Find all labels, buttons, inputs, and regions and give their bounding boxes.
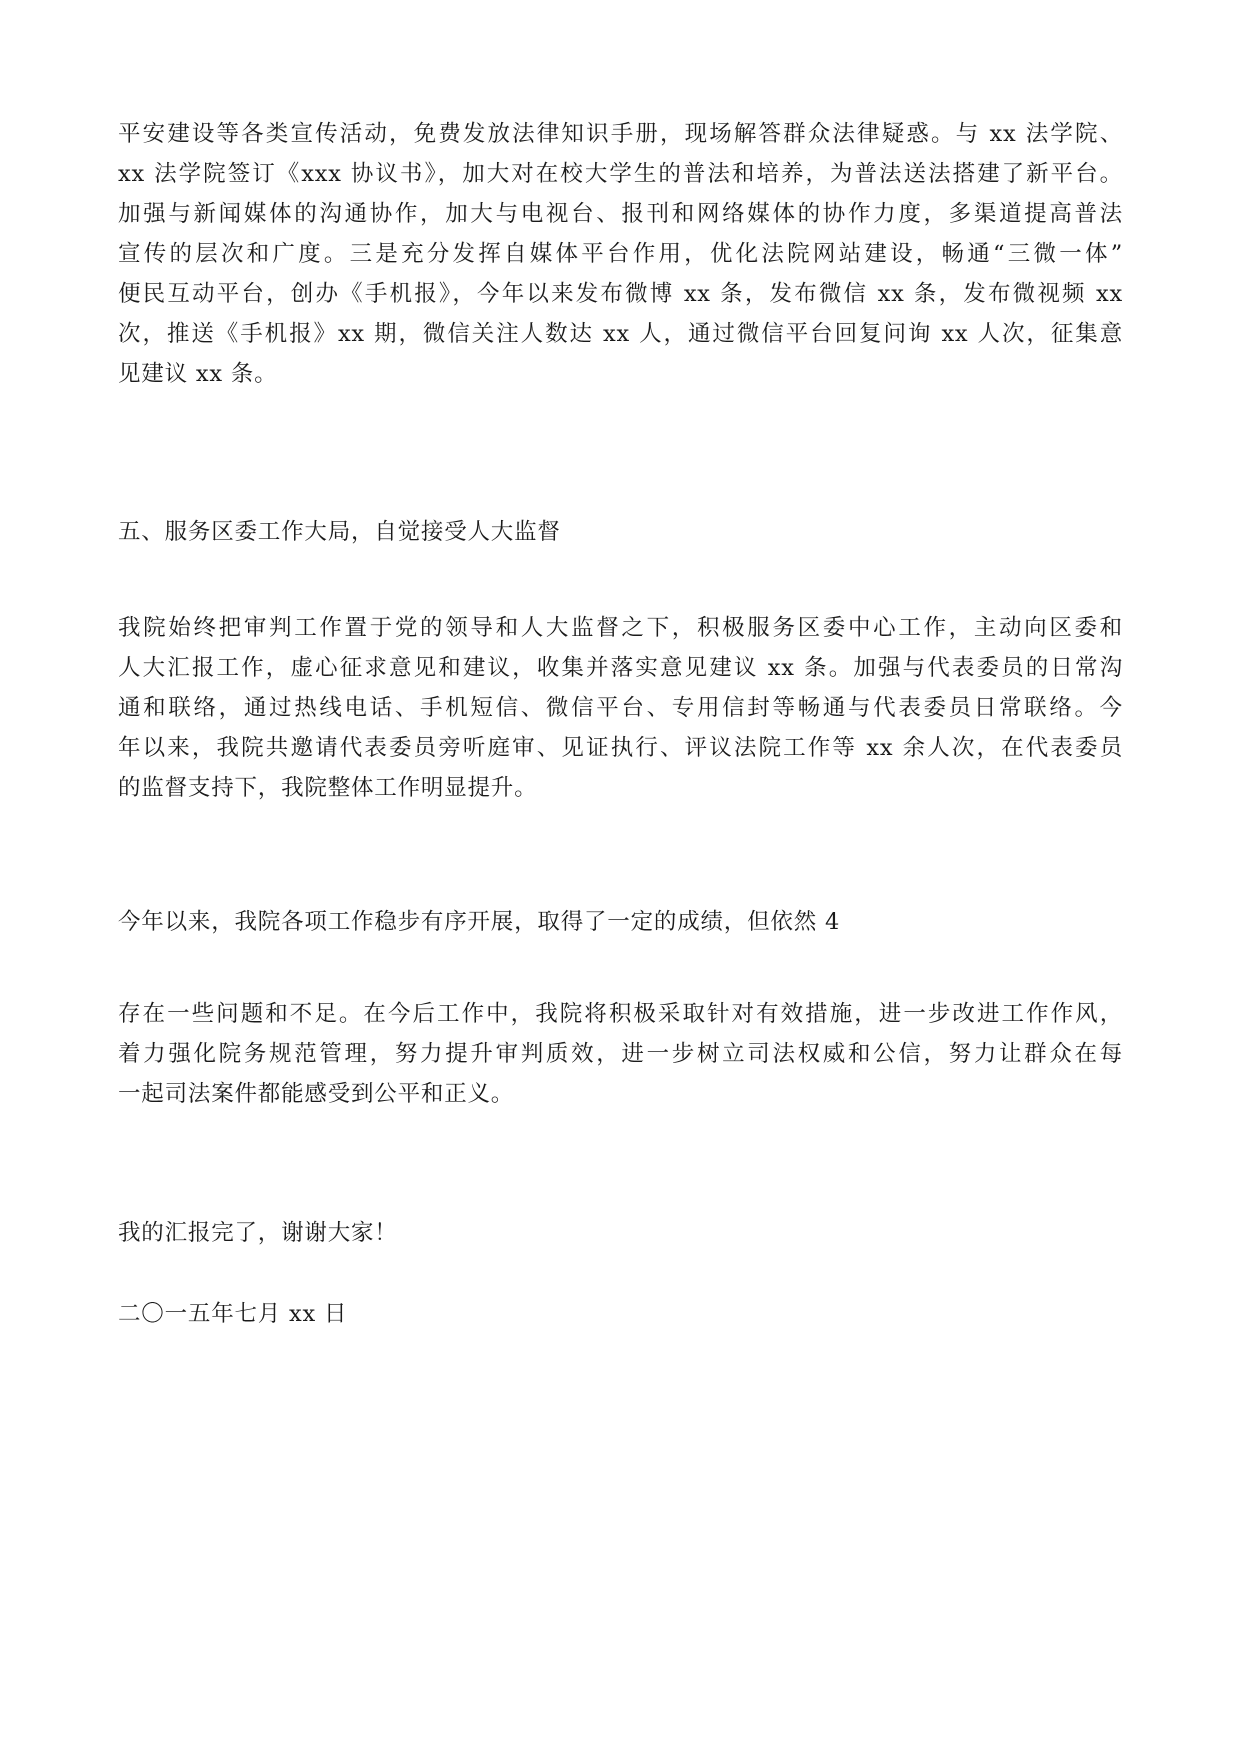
text-line: 着力强化院务规范管理，努力提升审判质效，进一步树立司法权威和公信，努力让群众在每 (118, 1041, 1123, 1067)
text-line: 的监督支持下，我院整体工作明显提升。 (118, 775, 538, 801)
text-line: 年以来，我院共邀请代表委员旁听庭审、见证执行、评议法院工作等 xx 余人次，在代表委员 (118, 735, 1123, 761)
text-line: 今年以来，我院各项工作稳步有序开展，取得了一定的成绩，但依然 4 (118, 909, 841, 935)
date-text: 二〇一五年七月 xx 日 (118, 1301, 348, 1327)
text-line: 存在一些问题和不足。在今后工作中，我院将积极采取针对有效措施，进一步改进工作作风， (118, 1001, 1123, 1027)
text-line: 见建议 xx 条。 (118, 361, 278, 387)
text-line: xx 法学院签订《xxx 协议书》，加大对在校大学生的普法和培养，为普法送法搭建了新平台。 (118, 161, 1123, 187)
closing-remark (118, 1213, 1123, 1253)
paragraph-summary (118, 902, 1123, 942)
paragraph-publicity (118, 114, 1123, 394)
text-line: 平安建设等各类宣传活动，免费发放法律知识手册，现场解答群众法律疑惑。与 xx 法学院、 (118, 121, 1123, 147)
paragraph-shortcomings (118, 994, 1123, 1114)
closing-text: 我的汇报完了，谢谢大家！ (118, 1220, 398, 1246)
text-line: 通和联络，通过热线电话、手机短信、微信平台、专用信封等畅通与代表委员日常联络。今 (118, 695, 1123, 721)
text-line: 加强与新闻媒体的沟通协作，加大与电视台、报刊和网络媒体的协作力度，多渠道提高普法 (118, 201, 1123, 227)
text-line: 次，推送《手机报》xx 期，微信关注人数达 xx 人，通过微信平台回复问询 xx 人次，征集意 (118, 321, 1123, 347)
section-heading (118, 512, 1123, 552)
document-date (118, 1294, 1123, 1334)
text-line: 一起司法案件都能感受到公平和正义。 (118, 1081, 515, 1107)
paragraph-supervision (118, 608, 1123, 808)
text-line: 宣传的层次和广度。三是充分发挥自媒体平台作用，优化法院网站建设，畅通“三微一体” (118, 241, 1123, 267)
text-line: 人大汇报工作，虚心征求意见和建议，收集并落实意见建议 xx 条。加强与代表委员的日常沟 (118, 655, 1123, 681)
text-line: 我院始终把审判工作置于党的领导和人大监督之下，积极服务区委中心工作，主动向区委和 (118, 615, 1123, 641)
text-line: 便民互动平台，创办《手机报》，今年以来发布微博 xx 条，发布微信 xx 条，发布微视频 xx (118, 281, 1123, 307)
section-heading-text: 五、服务区委工作大局，自觉接受人大监督 (118, 519, 561, 545)
